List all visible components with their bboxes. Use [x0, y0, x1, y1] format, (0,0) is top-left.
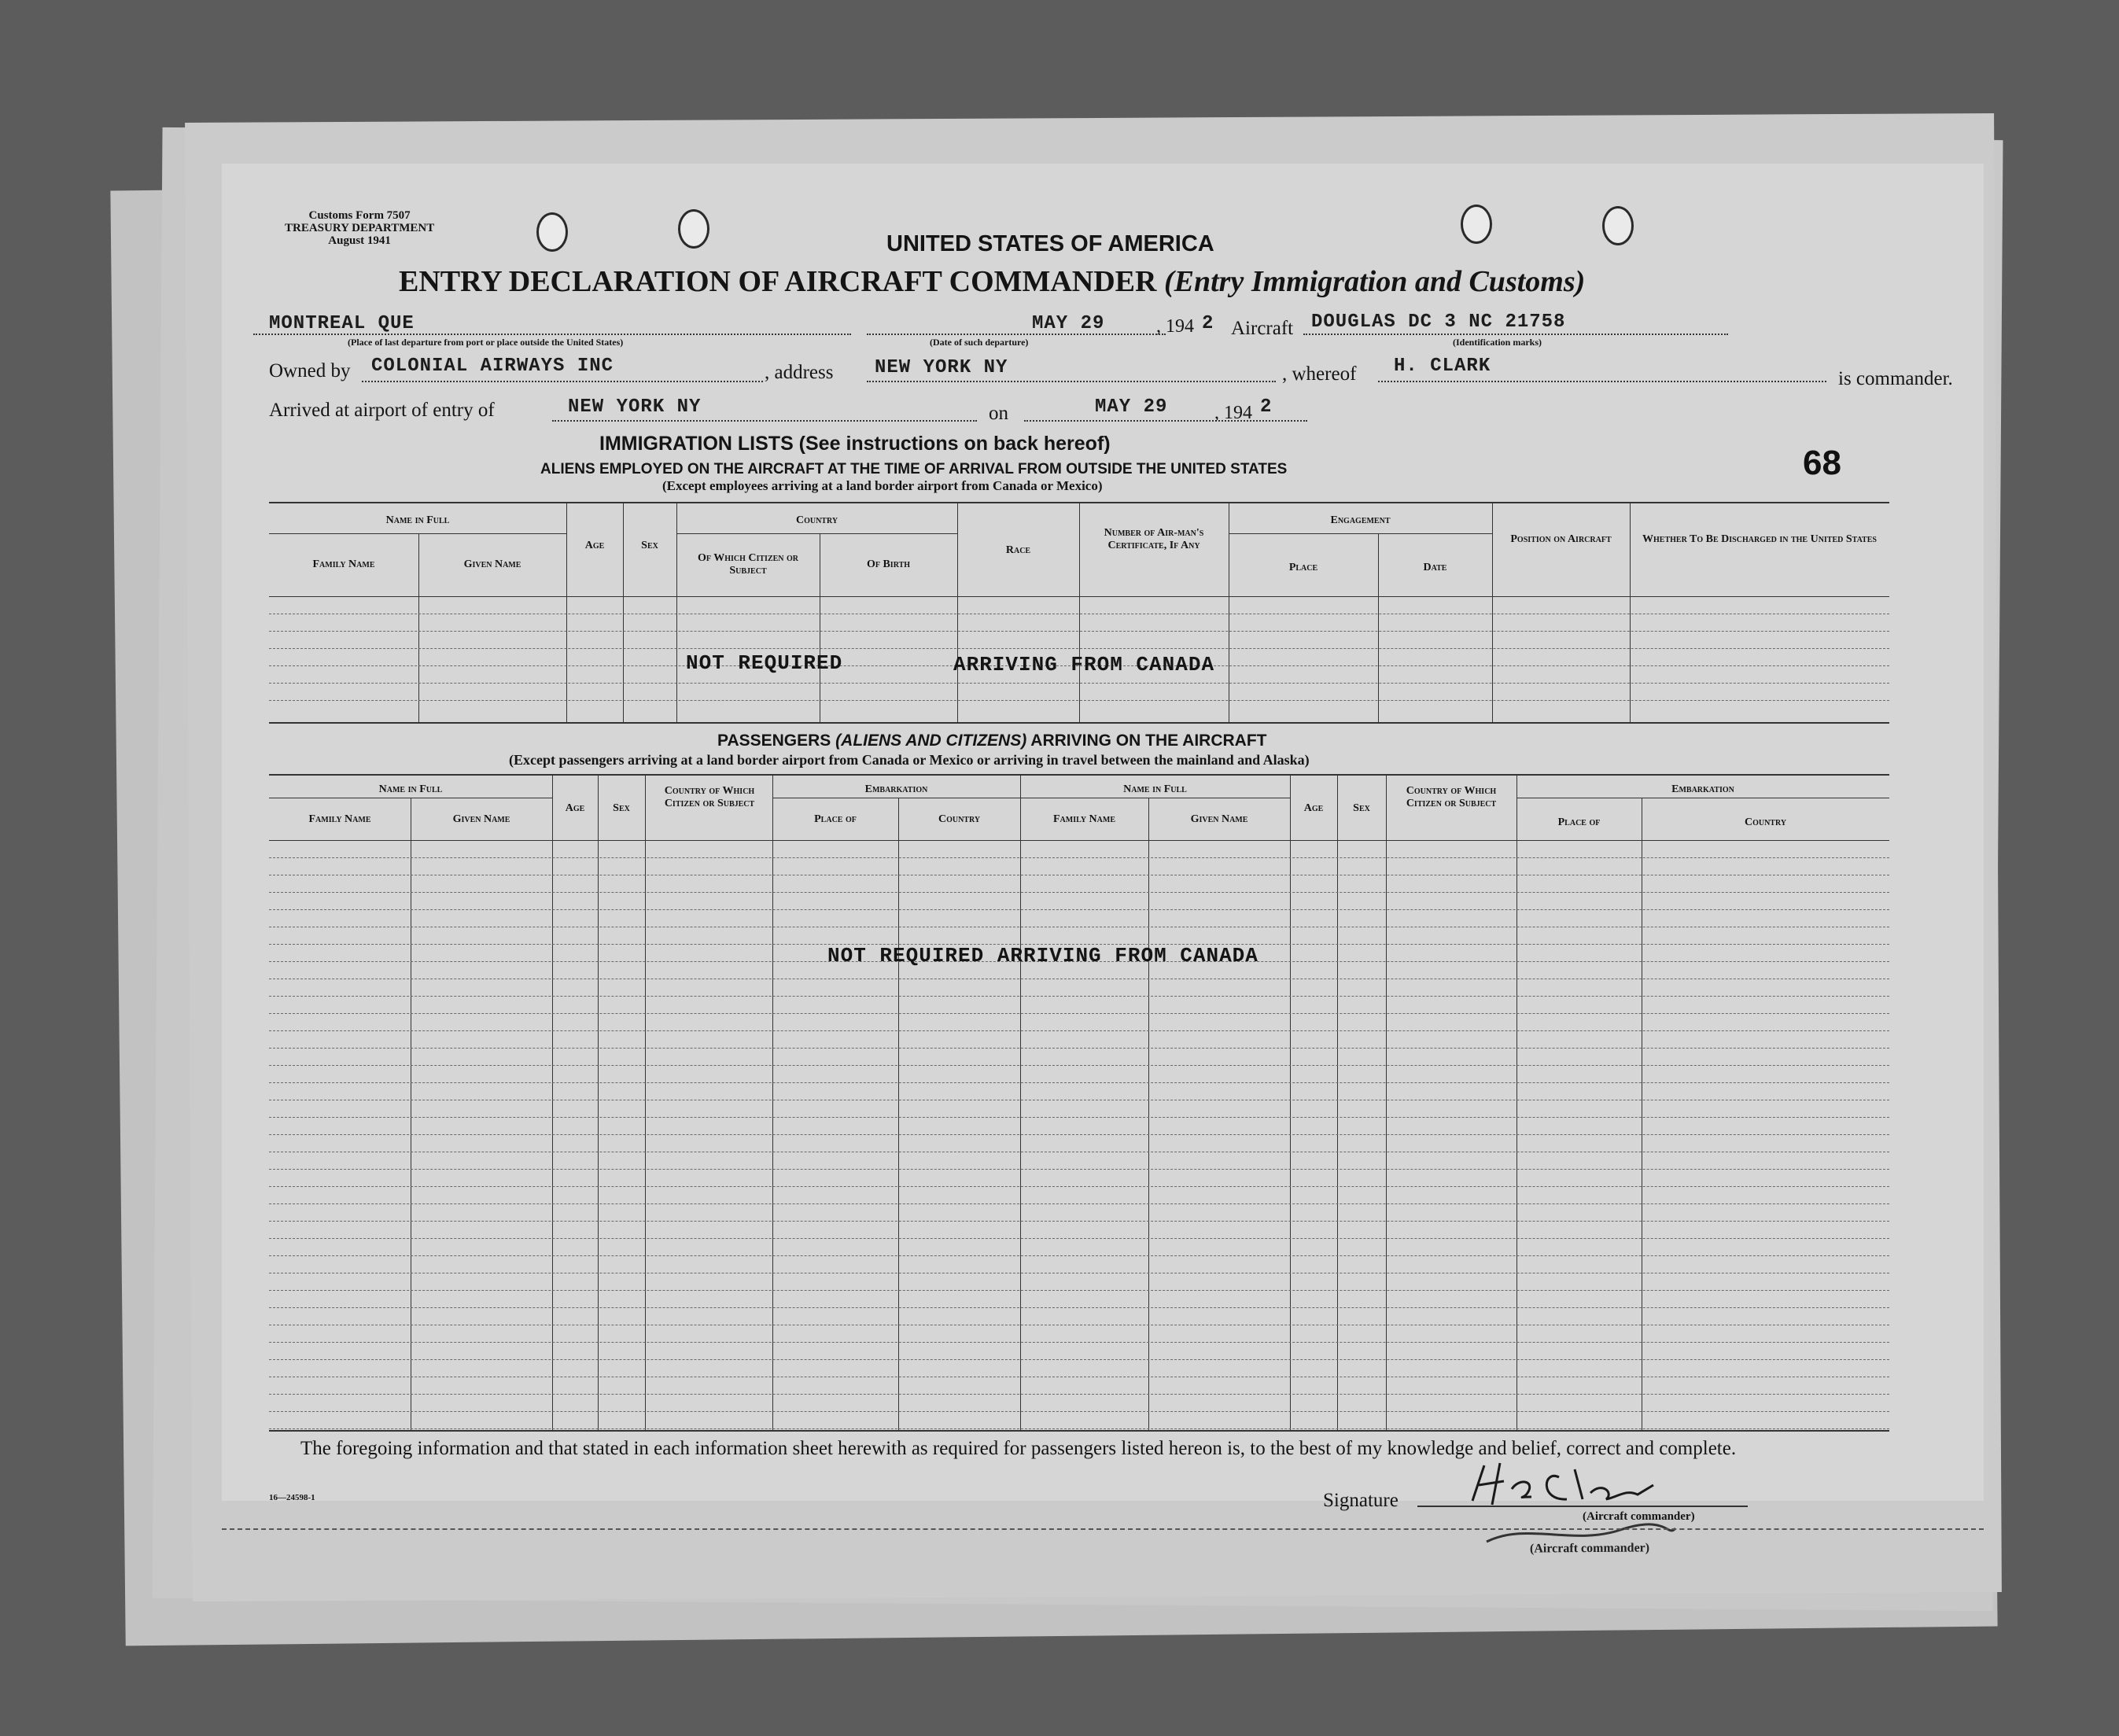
passengers-table-top [269, 774, 1889, 776]
arrival-date: MAY 29 [1095, 396, 1168, 418]
commander-signature [1457, 1454, 1756, 1517]
whereof-label: , whereof [1282, 363, 1357, 385]
passengers-header-country-right: Country [1744, 816, 1787, 828]
departure-place-caption: (Place of last departure from port or place outside the United States) [348, 337, 624, 348]
passengers-header-place-left: Place of [814, 813, 857, 825]
passengers-ruled-row [269, 1203, 1889, 1204]
passengers-ruled-row [269, 909, 1889, 910]
departure-date: MAY 29 [1032, 313, 1105, 334]
passengers-header-given-left: Given Name [452, 813, 510, 825]
departure-year-digit: 2 [1202, 313, 1214, 334]
passengers-header-family-left: Family Name [308, 813, 371, 825]
punch-hole [678, 209, 709, 249]
arrived-label: Arrived at airport of entry of [269, 400, 495, 421]
perforation-line [222, 1528, 1984, 1530]
is-commander-label: is commander. [1838, 368, 1953, 389]
aliens-header-country: Country [795, 514, 838, 526]
passengers-ruled-row [269, 1255, 1889, 1256]
passengers-ruled-row [269, 1290, 1889, 1291]
passengers-not-required-stamp: NOT REQUIRED ARRIVING FROM CANADA [827, 944, 1259, 968]
aliens-header-age: Age [584, 540, 605, 551]
passengers-ruled-row [269, 1221, 1889, 1222]
page-number-stamp: 68 [1803, 444, 1841, 482]
punch-hole [1461, 205, 1492, 244]
passengers-ruled-row [269, 1065, 1889, 1066]
signature-caption: (Aircraft commander) [1583, 1510, 1695, 1523]
passengers-header-country-left: Country [938, 813, 981, 825]
passengers-header-embarkation-left: Embarkation [864, 783, 928, 795]
passengers-header-family-right: Family Name [1052, 813, 1116, 825]
passengers-heading-italic: (ALIENS AND CITIZENS) [835, 732, 1027, 750]
passengers-header-given-right: Given Name [1190, 813, 1248, 825]
passengers-header-place-right: Place of [1557, 816, 1601, 828]
passengers-header-age-right: Age [1303, 802, 1324, 814]
country-title: UNITED STATES OF AMERICA [886, 231, 1214, 256]
passengers-header-age-left: Age [565, 802, 585, 814]
aliens-header-family: Family Name [312, 558, 375, 570]
passengers-header-embarkation-right: Embarkation [1671, 783, 1734, 795]
passengers-subheading: (Except passengers arriving at a land border airport from Canada or Mexico or arriving in travel between the mainland and Alaska) [509, 752, 1310, 768]
form-footer-code: 16—24598-1 [269, 1493, 315, 1502]
passengers-ruled-row [269, 1359, 1889, 1360]
passengers-ruled-row [269, 1082, 1889, 1083]
departure-date-caption: (Date of such departure) [930, 337, 1029, 348]
passengers-ruled-row [269, 1186, 1889, 1187]
passengers-header-name-right: Name in Full [1123, 783, 1187, 795]
aliens-arriving-canada-stamp: ARRIVING FROM CANADA [953, 653, 1215, 676]
lower-page-caption: (Aircraft commander) [1529, 1541, 1650, 1556]
departure-date-line [867, 334, 1166, 335]
form-id-block [285, 209, 434, 247]
passengers-header-sex-right: Sex [1353, 802, 1370, 814]
passengers-header-name-left: Name in Full [378, 783, 443, 795]
title-main: ENTRY DECLARATION OF AIRCRAFT COMMANDER [399, 265, 1164, 298]
punch-hole [1602, 206, 1634, 245]
aliens-header-sex: Sex [641, 540, 658, 551]
owned-by-label: Owned by [269, 360, 351, 381]
passengers-ruled-row [269, 996, 1889, 997]
passengers-ruled-row [269, 1428, 1889, 1429]
passengers-header-citizen-left: Country of Which Citizen or Subject [664, 785, 755, 809]
passengers-ruled-row [269, 1411, 1889, 1412]
passengers-header-citizen-right: Country of Which Citizen or Subject [1406, 785, 1497, 809]
passengers-ruled-row [269, 857, 1889, 858]
owner-line [362, 381, 763, 382]
aircraft-caption: (Identification marks) [1453, 337, 1542, 348]
title-italic: (Entry Immigration and Customs) [1163, 265, 1586, 298]
year-prefix: , 194 [1156, 316, 1194, 337]
passengers-header-bottom [269, 840, 1889, 841]
owner-address: NEW YORK NY [875, 357, 1008, 378]
passengers-ruled-row [269, 1117, 1889, 1118]
aliens-not-required-stamp: NOT REQUIRED [686, 651, 843, 675]
aircraft-identification: DOUGLAS DC 3 NC 21758 [1311, 311, 1566, 333]
passengers-ruled-row [269, 892, 1889, 893]
entry-declaration-form [222, 164, 1984, 1523]
passengers-ruled-row [269, 1134, 1889, 1135]
aliens-header-discharged: Whether To Be Discharged in the United States [1642, 533, 1877, 545]
on-label: on [989, 403, 1008, 424]
passengers-table-bottom [269, 1430, 1889, 1432]
aliens-header-race: Race [1005, 544, 1031, 556]
form-department: TREASURY DEPARTMENT [285, 222, 435, 234]
passengers-ruled-row [269, 1013, 1889, 1014]
passengers-ruled-row [269, 1048, 1889, 1049]
aliens-header-birth: Of Birth [866, 558, 911, 570]
passengers-heading-post: ARRIVING ON THE AIRCRAFT [1026, 732, 1267, 750]
page-title [399, 264, 1585, 299]
departure-place: MONTREAL QUE [269, 313, 415, 334]
passengers-header-sex-left: Sex [613, 802, 630, 814]
arrival-year-prefix: , 194 [1214, 403, 1252, 423]
aliens-header-name: Name in Full [385, 514, 450, 526]
signature-label: Signature [1323, 1490, 1399, 1511]
passengers-ruled-row [269, 1342, 1889, 1343]
aircraft-label: Aircraft [1231, 318, 1294, 339]
aliens-header-engagement: Engagement [1330, 514, 1391, 526]
aliens-table-bottom [269, 722, 1889, 724]
aliens-subheading: (Except employees arriving at a land border airport from Canada or Mexico) [662, 478, 1103, 493]
aliens-header-place: Place [1288, 562, 1318, 573]
passengers-heading-pre: PASSENGERS [717, 732, 836, 750]
passengers-ruled-row [269, 1307, 1889, 1308]
immigration-heading: IMMIGRATION LISTS (See instructions on back hereof) [599, 433, 1111, 455]
aliens-heading: ALIENS EMPLOYED ON THE AIRCRAFT AT THE TIME OF ARRIVAL FROM OUTSIDE THE UNITED STATES [540, 461, 1288, 477]
passengers-ruled-row [269, 1394, 1889, 1395]
aliens-header-date: Date [1423, 562, 1447, 573]
aliens-header-citizen: Of Which Citizen or Subject [697, 552, 799, 577]
airport-of-entry: NEW YORK NY [568, 396, 702, 418]
aliens-header-certificate: Number of Air-man's Certificate, If Any [1104, 527, 1204, 551]
aircraft-line [1303, 334, 1728, 335]
passengers-ruled-row [269, 1030, 1889, 1031]
passengers-heading [717, 732, 1267, 750]
form-date: August 1941 [328, 234, 391, 247]
airport-line [552, 420, 977, 422]
certification-text: The foregoing information and that stated in each information sheet herewith as required for passengers listed hereon is, to the best of my knowledge and belief, correct and complete. [300, 1438, 1737, 1459]
punch-hole [536, 212, 568, 252]
passengers-ruled-row [269, 1169, 1889, 1170]
commander-line [1378, 381, 1826, 382]
aliens-header-given: Given Name [463, 558, 521, 570]
address-label: , address [765, 362, 834, 383]
aliens-header-position: Position on Aircraft [1510, 533, 1612, 545]
passengers-ruled-row [269, 1238, 1889, 1239]
commander-name: H. CLARK [1394, 356, 1491, 377]
arrival-year-digit: 2 [1260, 396, 1273, 418]
owner: COLONIAL AIRWAYS INC [371, 356, 614, 377]
arrival-date-line [1024, 420, 1307, 422]
address-line [867, 381, 1276, 382]
form-number: Customs Form 7507 [308, 209, 411, 222]
